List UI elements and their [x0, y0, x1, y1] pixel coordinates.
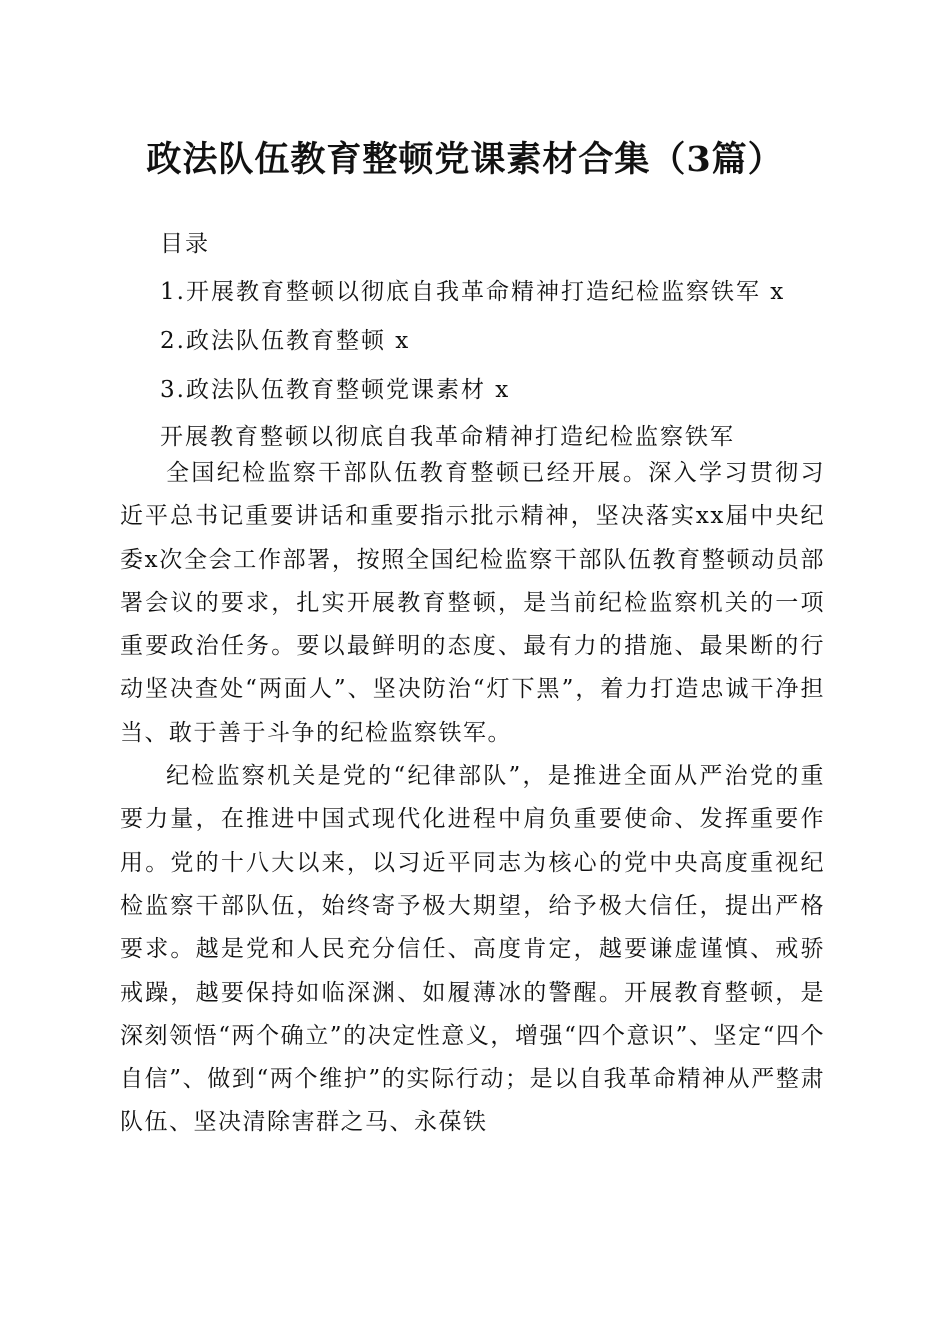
toc-item: 2.政法队伍教育整顿 x: [160, 328, 411, 354]
toc-item: 1.开展教育整顿以彻底自我革命精神打造纪检监察铁军 x: [160, 279, 786, 305]
body-paragraph: 纪检监察机关是党的“纪律部队”，是推进全面从严治党的重要力量，在推进中国式现代化进程中肩负重要使命、发挥重要作用。党的十八大以来，以习近平同志为核心的党中央高度重视纪检监察干部队伍，始终寄予极大期望，给予极大信任，提出严格要求。越是党和人民充分信任、高度肯定，越要谦虚谨慎、戒骄戒躁，越要保持如临深渊、如履薄冰的警醒。开展教育整顿，是深刻领悟“两个确立”的决定性意义，增强“四个意识”、坚定“四个自信”、做到“两个维护”的实际行动；是以自我革命精神从严整肃队伍、坚决清除害群之马、永葆铁: [120, 763, 825, 1136]
article-title: 开展教育整顿以彻底自我革命精神打造纪检监察铁军: [160, 424, 735, 450]
body-paragraph: 全国纪检监察干部队伍教育整顿已经开展。深入学习贯彻习近平总书记重要讲话和重要指示批示精神，坚决落实xx届中央纪委x次全会工作部署，按照全国纪检监察干部队伍教育整顿动员部署会议的要求，扎实开展教育整顿，是当前纪检监察机关的一项重要政治任务。要以最鲜明的态度、最有力的措施、最果断的行动坚决查处“两面人”、坚决防治“灯下黑”，着力打造忠诚干净担当、敢于善于斗争的纪检监察铁军。: [120, 460, 825, 746]
table-of-contents: [160, 232, 785, 427]
toc-item: 3.政法队伍教育整顿党课素材 x: [160, 377, 511, 403]
toc-heading: 目录: [160, 231, 210, 257]
article-body: [120, 452, 825, 1145]
document-title: 政法队伍教育整顿党课素材合集（3篇）: [146, 139, 784, 180]
